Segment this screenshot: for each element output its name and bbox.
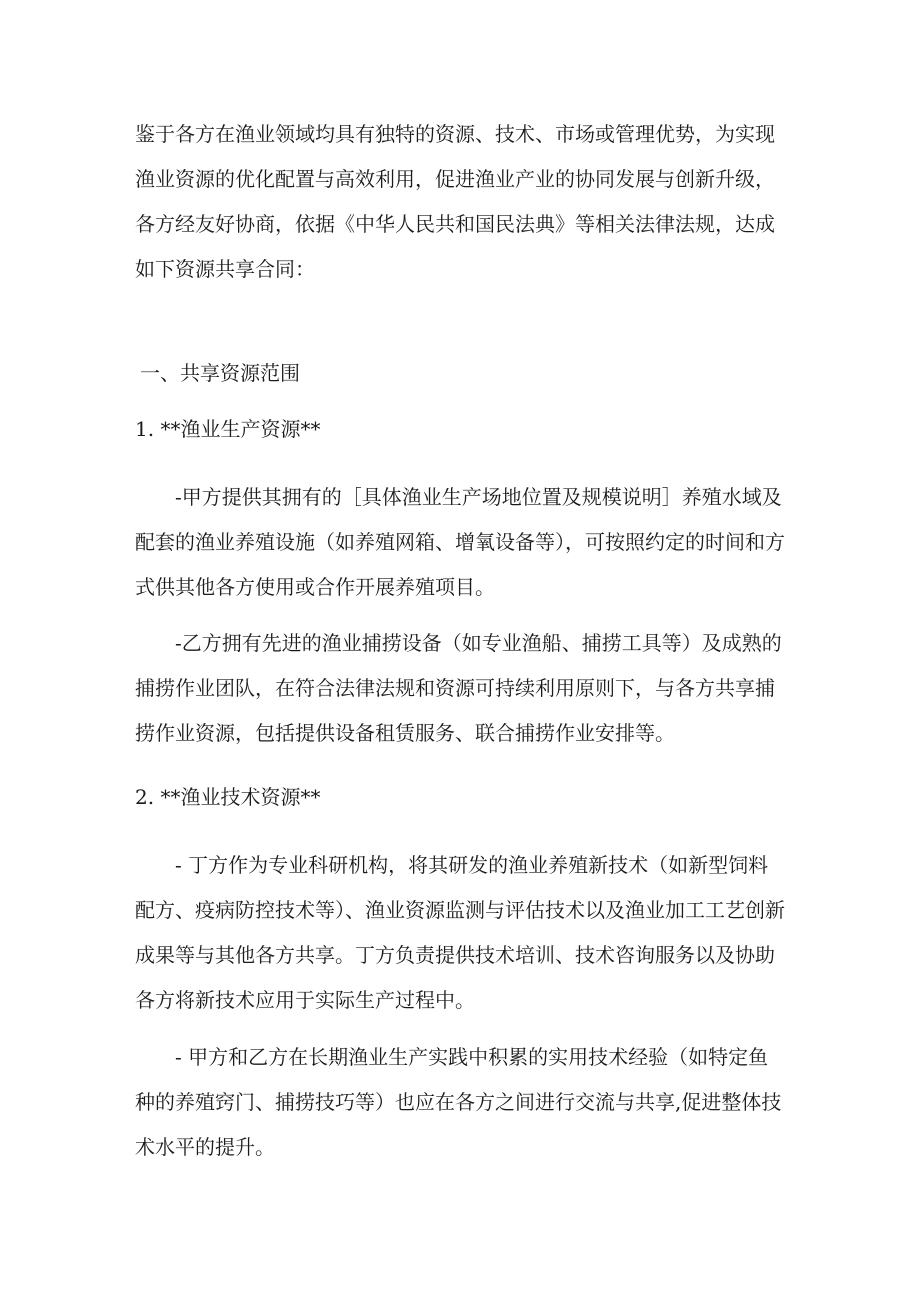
intro-paragraph: 鉴于各方在渔业领域均具有独特的资源、技术、市场或管理优势，为实现渔业资源的优化配置与高效利用，促进渔业产业的协同发展与创新升级，各方经友好协商，依据《中华人民共和国民法典》等相关法律法规，达成如下资源共享合同： bbox=[135, 122, 775, 281]
item-1-title: 1. **渔业生产资源** bbox=[135, 417, 321, 441]
item-1-paragraph-2: -乙方拥有先进的渔业捕捞设备（如专业渔船、捕捞工具等）及成熟的捕捞作业团队，在符合法律法规和资源可持续利用原则下，与各方共享捕捞作业资源，包括提供设备租赁服务、联合捕捞作业安排等。 bbox=[135, 631, 782, 745]
item-1-paragraph-1: -甲方提供其拥有的［具体渔业生产场地位置及规模说明］养殖水域及配套的渔业养殖设施（如养殖网箱、增氧设备等），可按照约定的时间和方式供其他各方使用或合作开展养殖项目。 bbox=[135, 485, 785, 599]
item-2-paragraph-2: - 甲方和乙方在长期渔业生产实践中积累的实用技术经验（如特定鱼种的养殖窍门、捕捞技巧等）也应在各方之间进行交流与共享,促进整体技术水平的提升。 bbox=[135, 1045, 782, 1159]
item-2-paragraph-1: - 丁方作为专业科研机构，将其研发的渔业养殖新技术（如新型饲料配方、疫病防控技术等）、渔业资源监测与评估技术以及渔业加工工艺创新成果等与其他各方共享。丁方负责提供技术培训、技术咨询服务以及协助各方将新技术应用于实际生产过程中。 bbox=[135, 853, 785, 1012]
section-heading: 一、共享资源范围 bbox=[140, 361, 300, 385]
item-2-title: 2. **渔业技术资源** bbox=[135, 785, 321, 809]
